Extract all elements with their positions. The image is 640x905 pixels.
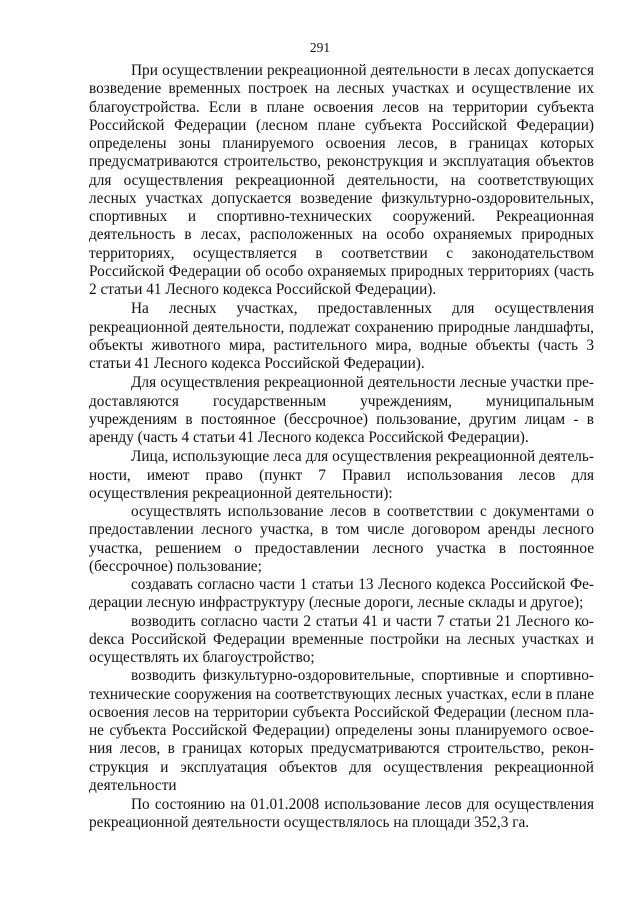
paragraph-land-provision: Для осуществления рекреационной деятельности лесные участки предоставляются государственным учреждениям, муниципальным учреждениям в постоянное (бессрочное) пользование, другим лицам - в аренду (часть 4 статьи 41 Лесного кодекса Российской Федерации). <box>89 374 594 446</box>
paragraph-preservation: На лесных участках, предоставленных для осуществления рекреационной деятельности, подлежат сохранению природные ландшафты, объекты животного мира, растительного мира, водные объекты (часть 3 статьи 41 Лесного кодекса Российской Федерации). <box>89 300 594 372</box>
paragraph-recreation-buildings: При осуществлении рекреационной деятельности в лесах допускается возведение временных построек на лесных участках и осуществление их благоустройства. Если в плане освоения лесов на территории субъекта Российской Федерации (лесном плане субъекта Российской Федерации) определены зоны планируемого освоения лесов, в границах которых предусматриваются строительство, реконструкция и эксплуатация объектов для осуществления рекреационной деятельности, на соответствующих лесных участках допускается возведение физкультурно-оздоровительных, спортивных и спортивно-технических сооружений. Рекреационная деятельность в лесах, расположенных на особо охраняемых природных территориях, осуществляется в соответствии с законодательством Российской Федерации об особо охраняемых природных территориях (часть 2 статьи 41 Лесного кодекса Российской Федерации). <box>89 62 594 298</box>
list-item-infrastructure: создавать согласно части 1 статьи 13 Лесного кодекса Российской Федерации лесную инфраструктуру (лесные дороги, лесные склады и другое); <box>89 576 594 612</box>
body-text <box>89 62 594 833</box>
list-item-sports-facilities: возводить физкультурно-оздоровительные, спортивные и спортивно-технические сооружения на соответствующих лесных участках, если в плане освоения лесов на территории субъекта Российской Федерации (лесном плане субъекта Российской Федерации) определены зоны планируемого освоения лесов, в границах которых предусматриваются строительство, реконструкция и эксплуатация объектов для осуществления рекреационной деятельности <box>89 667 594 794</box>
page-number: 291 <box>309 40 331 55</box>
paragraph-area-statistics: По состоянию на 01.01.2008 использование лесов для осуществления рекреационной деятельности осуществлялось на площади 352,3 га. <box>89 796 594 832</box>
list-item-use-forests: осуществлять использование лесов в соответствии с документами о предоставлении лесного участка, в том числе договором аренды лесного участка, решением о предоставлении лесного участка в постоянное (бессрочное) пользование; <box>89 503 594 575</box>
paragraph-user-rights: Лица, использующие леса для осуществления рекреационной деятельности, имеют право (пункт 7 Правил использования лесов для осуществления рекреационной деятельности): <box>89 448 594 502</box>
list-item-temporary-buildings: возводить согласно части 2 статьи 41 и части 7 статьи 21 Лесного коdекса Российской Федерации временные постройки на лесных участках и осуществлять их благоустройство; <box>89 612 594 666</box>
